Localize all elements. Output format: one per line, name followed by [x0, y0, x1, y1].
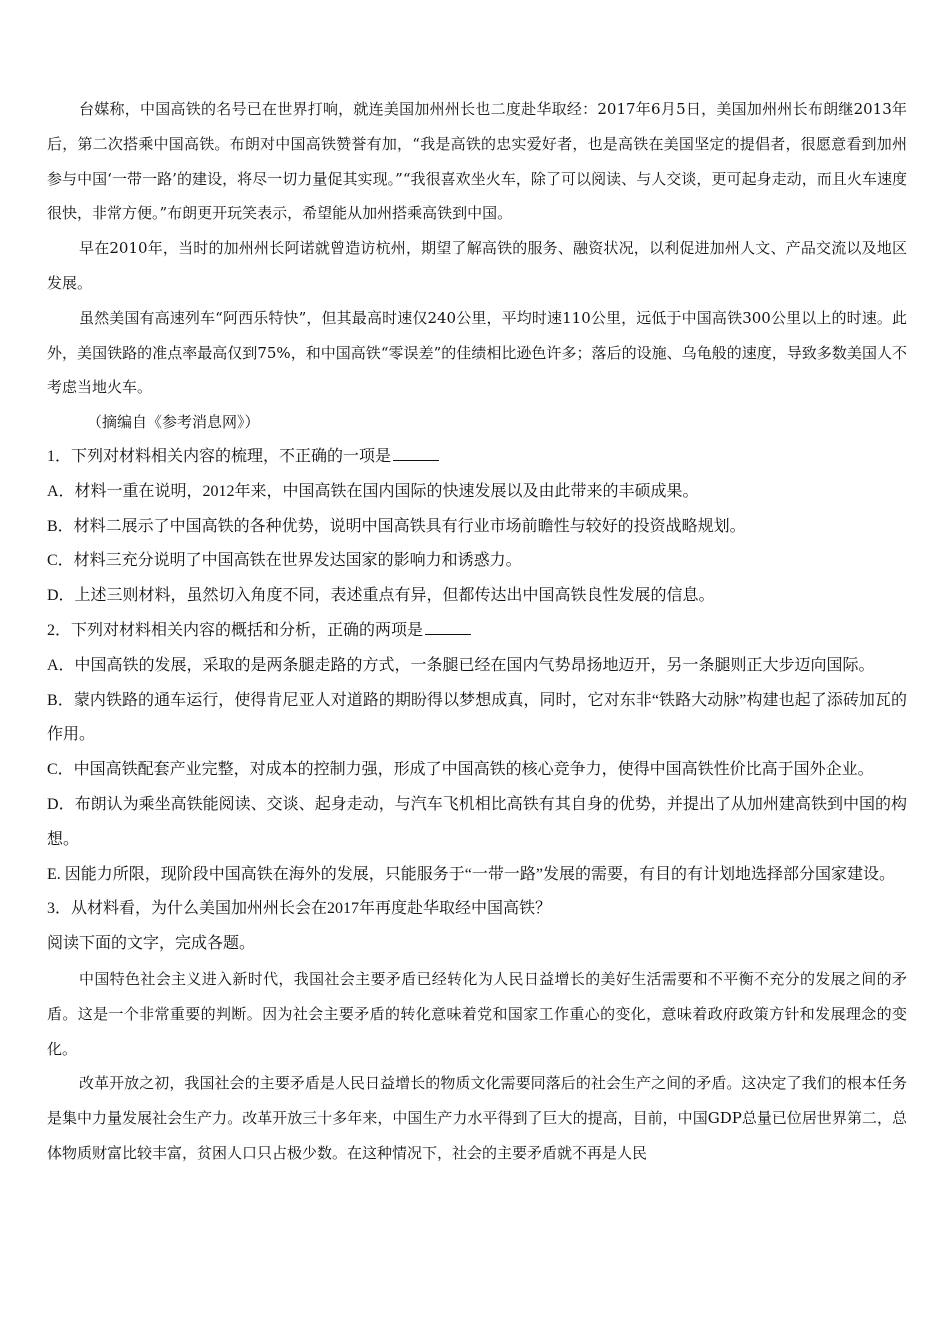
question-1-option-b: B．材料二展示了中国高铁的各种优势，说明中国高铁具有行业市场前瞻性与较好的投资战略规划。 [47, 517, 746, 535]
question-2-stem [47, 614, 907, 649]
answer-blank [393, 446, 439, 461]
passage1-paragraph-2: 早在2010年，当时的加州州长阿诺就曾造访杭州，期望了解高铁的服务、融资状况，以利促进加州人文、产品交流以及地区发展。 [47, 239, 907, 292]
passage2-paragraph-2: 改革开放之初，我国社会的主要矛盾是人民日益增长的物质文化需要同落后的社会生产之间的矛盾。这决定了我们的根本任务是集中力量发展社会生产力。改革开放三十多年来，中国生产力水平得到了巨大的提高，目前，中国GDP总量已位居世界第二，总体物质财富比较丰富，贫困人口只占极少数。在这种情况下，社会的主要矛盾就不再是人民 [47, 1074, 907, 1162]
question-1-stem [47, 440, 907, 475]
passage2-paragraph-1: 中国特色社会主义进入新时代，我国社会主要矛盾已经转化为人民日益增长的美好生活需要和不平衡不充分的发展之间的矛盾。这是一个非常重要的判断。因为社会主要矛盾的转化意味着党和国家工作重心的变化，意味着政府政策方针和发展理念的变化。 [47, 969, 907, 1058]
question-1-option-d: D．上述三则材料，虽然切入角度不同，表述重点有异，但都传达出中国高铁良性发展的信息。 [47, 587, 715, 605]
passage1-paragraph-1: 台媒称，中国高铁的名号已在世界打响，就连美国加州州长也二度赴华取经：2017年6月5日，美国加州州长布朗继2013年后，第二次搭乘中国高铁。布朗对中国高铁赞誉有加，“我是高铁的忠实爱好者，也是高铁在美国坚定的提倡者，很愿意看到加州参与中国‘一带一路’的建设，将尽一切力量促其实现。”“我很喜欢坐火车，除了可以阅读、与人交谈，更可起身走动，而且火车速度很快，非常方便。”布朗更开玩笑表示，希望能从加州搭乘高铁到中国。 [47, 100, 907, 223]
document-body [47, 92, 907, 1171]
question-2-option-c: C．中国高铁配套产业完整，对成本的控制力强，形成了中国高铁的核心竞争力，使得中国高铁性价比高于国外企业。 [47, 761, 874, 779]
source-citation: （摘编自《参考消息网》） [87, 413, 260, 432]
passage1-paragraph-3: 虽然美国有高速列车“阿西乐特快”，但其最高时速仅240公里，平均时速110公里，远低于中国高铁300公里以上的时速。此外，美国铁路的准点率最高仅到75%，和中国高铁“零误差”的佳绩相比逊色许多；落后的设施、乌龟般的速度，导致多数美国人不考虑当地火车。 [47, 308, 907, 397]
question-2-option-b: B．蒙内铁路的通车运行，使得肯尼亚人对道路的期盼得以梦想成真，同时，它对东非“铁路大动脉”构建也起了添砖加瓦的作用。 [47, 691, 907, 744]
question-1-stem-text: 1．下列对材料相关内容的梳理，不正确的一项是 [47, 447, 392, 465]
answer-blank [425, 620, 471, 635]
question-2-option-e: E. 因能力所限，现阶段中国高铁在海外的发展，只能服务于“一带一路”发展的需要，有目的有计划地选择部分国家建设。 [47, 865, 895, 883]
question-3-stem: 3．从材料看，为什么美国加州州长会在2017年再度赴华取经中国高铁？ [47, 900, 552, 918]
question-2-stem-text: 2．下列对材料相关内容的概括和分析，正确的两项是 [47, 621, 424, 639]
question-1-option-c: C．材料三充分说明了中国高铁在世界发达国家的影响力和诱惑力。 [47, 552, 522, 570]
passage2-instruction: 阅读下面的文字，完成各题。 [47, 935, 256, 953]
question-1-option-a: A．材料一重在说明，2012年来，中国高铁在国内国际的快速发展以及由此带来的丰硕成果。 [47, 482, 699, 500]
question-2-option-d: D．布朗认为乘坐高铁能阅读、交谈、起身走动，与汽车飞机相比高铁有其自身的优势，并提出了从加州建高铁到中国的构想。 [47, 795, 907, 848]
question-2-option-a: A．中国高铁的发展，采取的是两条腿走路的方式，一条腿已经在国内气势昂扬地迈开，另一条腿则正大步迈向国际。 [47, 656, 875, 674]
